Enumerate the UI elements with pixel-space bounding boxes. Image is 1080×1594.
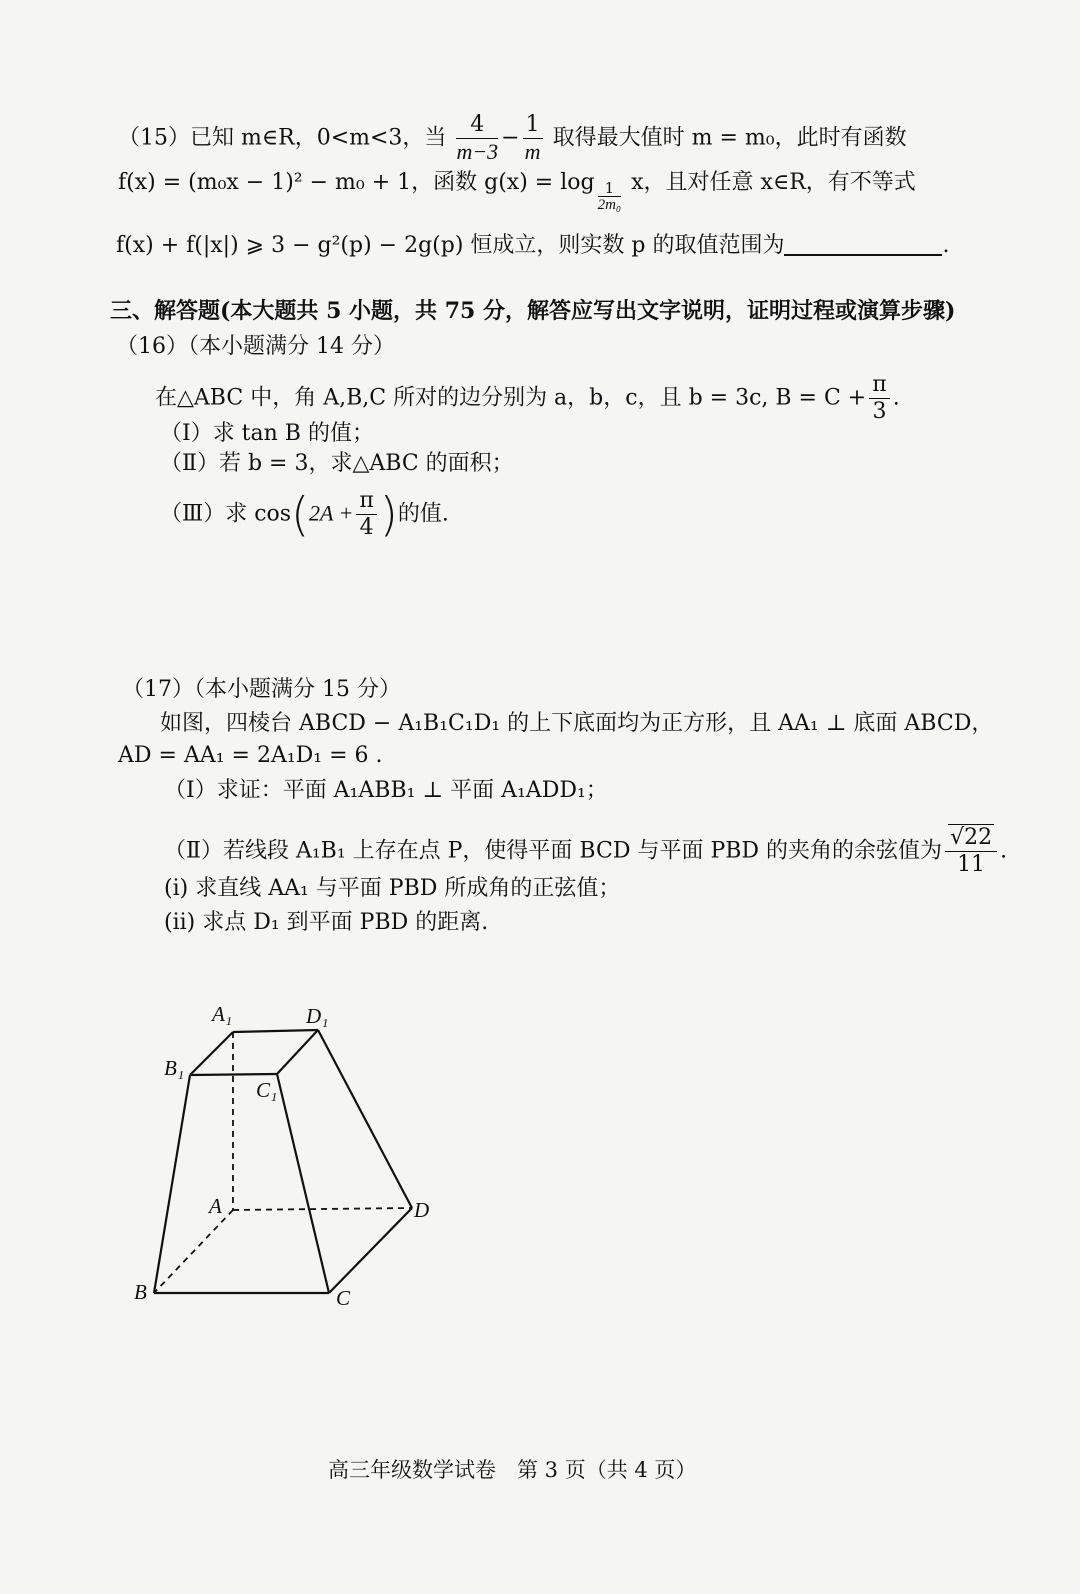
q17-header: （17）（本小题满分 15 分） xyxy=(122,677,401,702)
q15-fraction-4: $\frac{4}{m-3}$ xyxy=(456,112,499,164)
q17-stem1: 如图，四棱台 ABCD − A₁B₁C₁D₁ 的上下底面均为正方形，且 AA₁ ⊥ 底面 ABCD， xyxy=(160,711,994,736)
page-footer: 高三年级数学试卷 第 3 页（共 4 页） xyxy=(328,1458,697,1482)
label-D: D xyxy=(414,1198,430,1222)
q16-header: （16）（本小题满分 14 分） xyxy=(116,334,395,359)
q17-stem2: AD = AA₁ = 2A₁D₁ = 6 . xyxy=(118,743,383,768)
edge-CD xyxy=(329,1208,412,1293)
frustum-figure xyxy=(130,995,430,1325)
q17-sub2: (ii) 求点 D₁ 到平面 PBD 的距离. xyxy=(164,910,489,935)
label-A1: A₁ xyxy=(212,1002,233,1026)
q15-fraction-1: $\frac{1}{m}$ xyxy=(523,112,543,165)
q16-part2: （Ⅱ）若 b = 3，求△ABC 的面积； xyxy=(160,451,514,476)
q17-sub1: (i) 求直线 AA₁ 与平面 PBD 所成角的正弦值； xyxy=(164,876,621,901)
q16-pi-over-3: $\frac{\pi}{3}$ xyxy=(869,372,889,425)
q16-stem: 在△ABC 中，角 A,B,C 所对的边分别为 a，b，c，且 b = 3c, B = C + $\frac{\pi}{3}$ . xyxy=(155,372,900,424)
label-B1: B₁ xyxy=(164,1056,185,1080)
q17-cos-fraction: $\frac{√22}{11}$ xyxy=(945,825,997,878)
label-C1: C₁ xyxy=(256,1078,278,1102)
answer-blank xyxy=(784,254,942,256)
q16-part3: （Ⅲ）求 cos(2A + $\frac{\pi}{4}$ )的值. xyxy=(160,487,449,542)
edge-A1D1 xyxy=(233,1030,318,1032)
edge-D1D xyxy=(318,1030,412,1208)
edge-A1B1 xyxy=(190,1032,233,1075)
q17-part2: （Ⅱ）若线段 A₁B₁ 上存在点 P，使得平面 BCD 与平面 PBD 的夹角的余弦值为 $\frac{√22}{11}$ . xyxy=(164,825,1008,877)
label-D1: D₁ xyxy=(306,1004,329,1028)
q15-line1: （15）已知 m∈R，0<m<3，当 $\frac{4}{m-3}$ − $\frac{1}{m}$ 取得最大值时 m = m₀，此时有函数 xyxy=(118,112,907,164)
q15-log-base: $\frac{1}{\text{2m₀}}$ xyxy=(597,179,622,213)
q16-part1: （Ⅰ）求 tan B 的值； xyxy=(160,421,374,446)
label-B: B xyxy=(134,1280,147,1304)
label-C: C xyxy=(336,1286,351,1310)
label-A: A xyxy=(209,1194,222,1218)
q15-line2: f(x) = (m₀x − 1)² − m₀ + 1，函数 g(x) = log $\frac{1}{\text{2m₀}}$ x，且对任意 x∈R，有不等式 xyxy=(118,170,916,213)
edge-C1D1 xyxy=(277,1030,318,1074)
section3-title: 三、解答题(本大题共 5 小题，共 75 分，解答应写出文字说明，证明过程或演算步骤) xyxy=(110,298,956,324)
q16-pi-over-4: $\frac{\pi}{4}$ xyxy=(356,488,376,541)
edge-AD-hidden xyxy=(233,1208,412,1210)
q17-part1: （Ⅰ）求证：平面 A₁ABB₁ ⊥ 平面 A₁ADD₁； xyxy=(164,778,608,803)
edge-C1C xyxy=(277,1074,329,1293)
q15-line3: f(x) + f(|x|) ⩾ 3 − g²(p) − 2g(p) 恒成立，则实数 p 的取值范围为 . xyxy=(116,233,950,258)
edge-B1C1 xyxy=(190,1074,277,1075)
